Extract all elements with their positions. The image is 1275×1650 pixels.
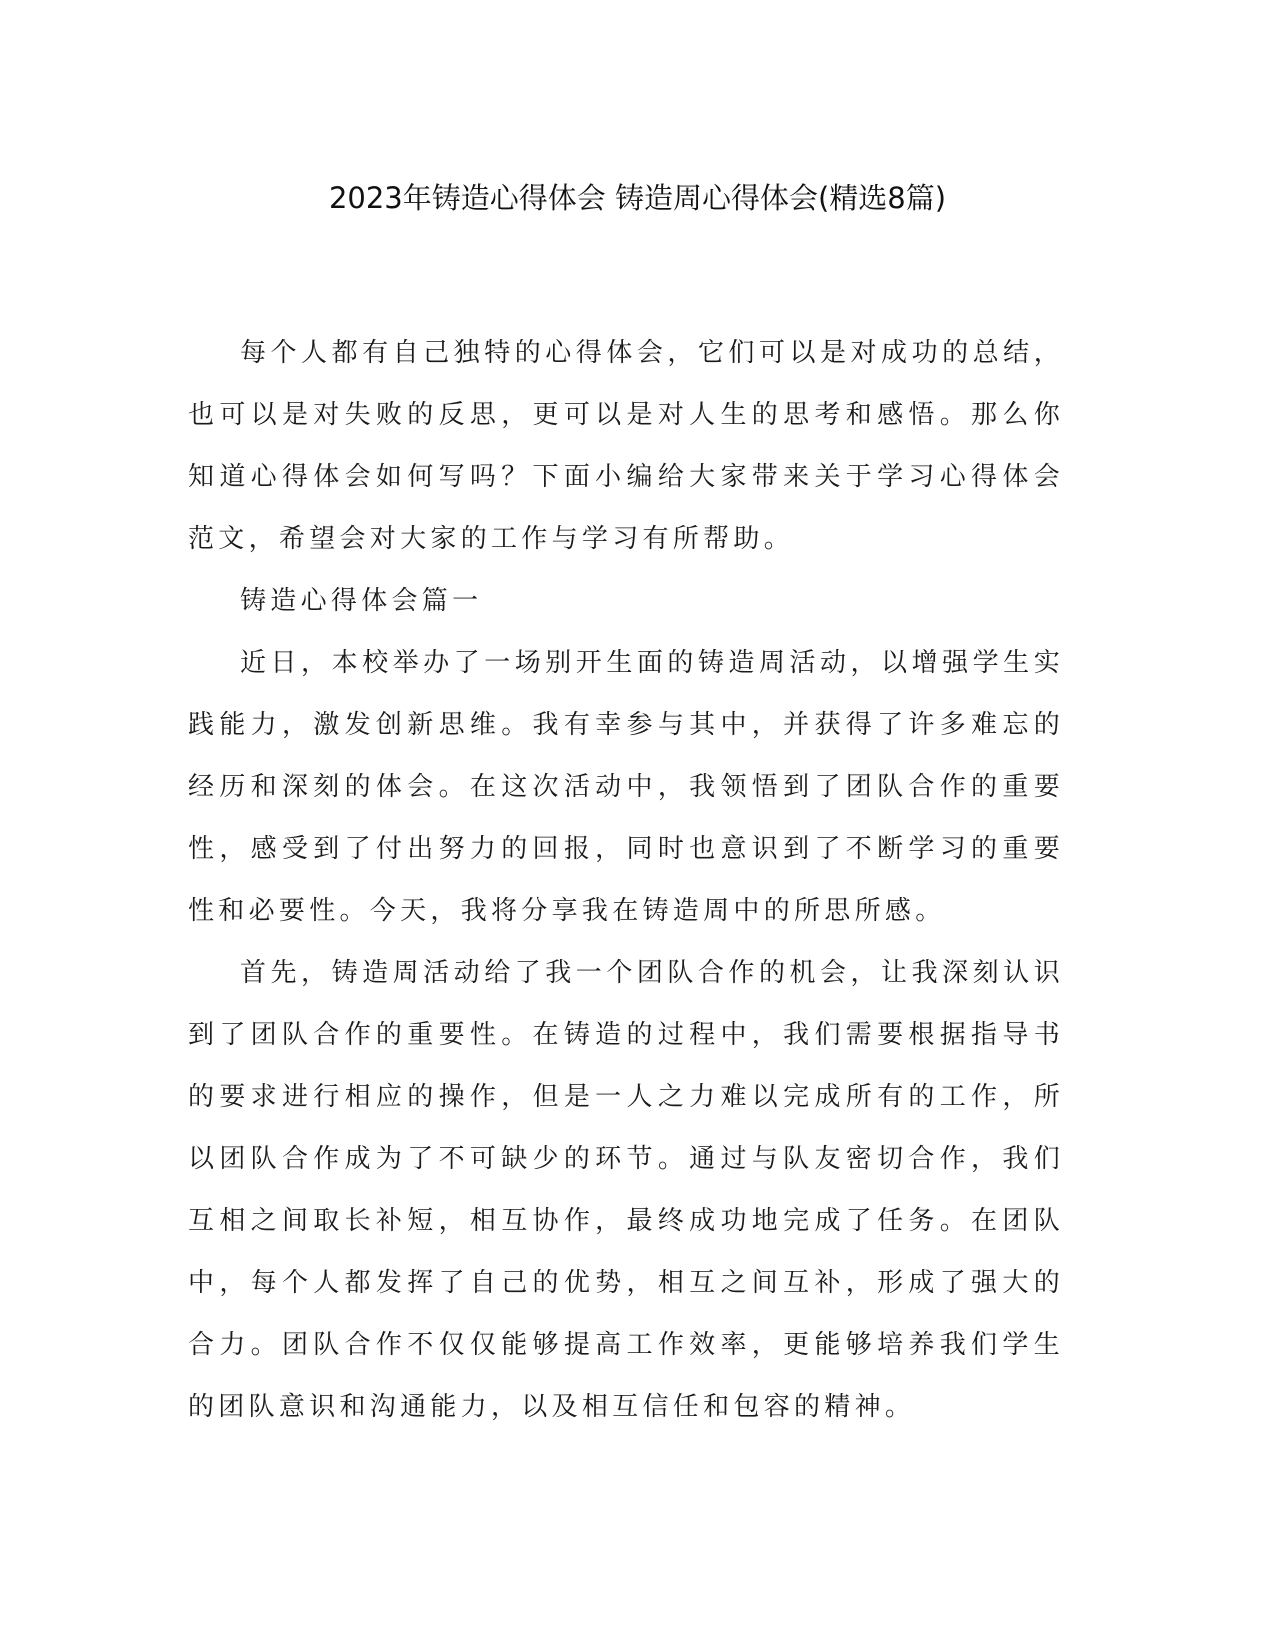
body-paragraph-1: 近日，本校举办了一场别开生面的铸造周活动，以增强学生实践能力，激发创新思维。我有幸参与其中，并获得了许多难忘的经历和深刻的体会。在这次活动中，我领悟到了团队合作的重要性，感受到了付出努力的回报，同时也意识到了不断学习的重要性和必要性。今天，我将分享我在铸造周中的所思所感。 (188, 648, 1064, 926)
body-paragraph-2: 首先，铸造周活动给了我一个团队合作的机会，让我深刻认识到了团队合作的重要性。在铸造的过程中，我们需要根据指导书的要求进行相应的操作，但是一人之力难以完成所有的工作，所以团队合作成为了不可缺少的环节。通过与队友密切合作，我们互相之间取长补短，相互协作，最终成功地完成了任务。在团队中，每个人都发挥了自己的优势，相互之间互补，形成了强大的合力。团队合作不仅仅能够提高工作效率，更能够培养我们学生的团队意识和沟通能力，以及相互信任和包容的精神。 (188, 958, 1064, 1422)
document-title: 2023年铸造心得体会 铸造周心得体会(精选8篇) (328, 181, 947, 215)
intro-paragraph: 每个人都有自己独特的心得体会，它们可以是对成功的总结，也可以是对失败的反思，更可以是对人生的思考和感悟。那么你知道心得体会如何写吗？下面小编给大家带来关于学习心得体会范文，希望会对大家的工作与学习有所帮助。 (188, 338, 1064, 554)
document-body (188, 322, 1064, 1438)
section-heading: 铸造心得体会篇一 (240, 586, 483, 616)
